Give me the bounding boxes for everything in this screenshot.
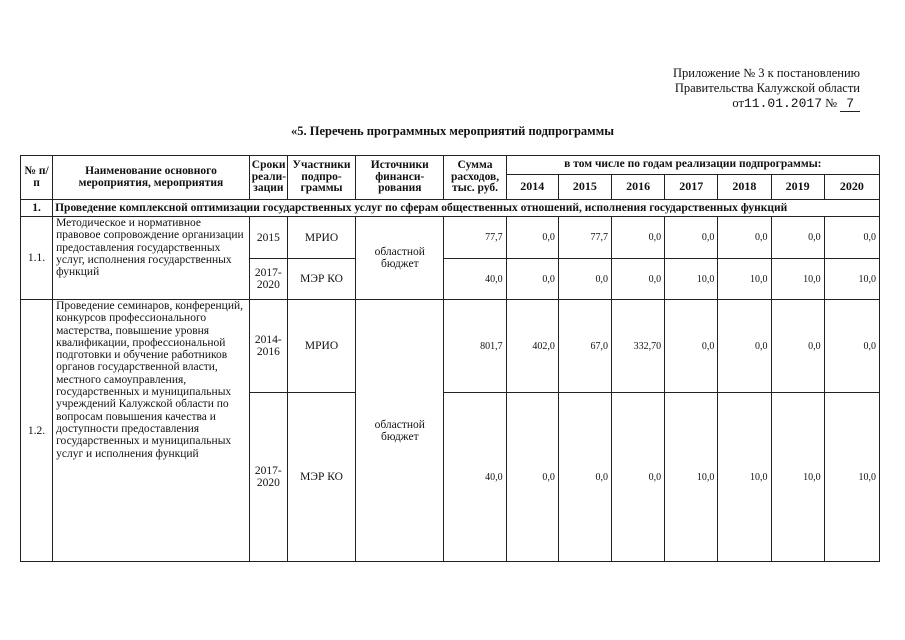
table-row [21,217,880,259]
header-year: 2016 [611,175,664,200]
decree-date: 11.01.2017 [743,96,822,111]
header-year: 2018 [718,175,771,200]
sum-cell: 77,7 [444,217,506,259]
header-year: 2019 [771,175,824,200]
document-title: «5. Перечень программных мероприятий подпрограммы [291,124,614,138]
sum-cell: 40,0 [444,393,506,562]
term-cell: 2015 [249,217,287,259]
year-cell: 0,0 [718,300,771,393]
header-years-group: в том числе по годам реализации подпрограммы: [506,156,879,175]
year-cell: 332,70 [611,300,664,393]
year-cell: 10,0 [718,393,771,562]
year-cell: 10,0 [771,259,824,300]
section-row [21,200,880,217]
year-cell: 0,0 [718,217,771,259]
year-cell: 0,0 [824,300,879,393]
item-name: Проведение семинаров, конференций, конкурсов профессионального мастерства, повышение уровня квалификации, профессиональной подготовки и обучение работников органов государственной власти, местного самоуправления, государственных и муниципальных учреждений Калужской области по вопросам повышения качества и доступности предоставления государственных и муниципальных услуг и исполнения функций [53,300,250,562]
year-cell: 10,0 [824,393,879,562]
number-prefix: № [825,96,838,110]
table-row [21,300,880,393]
year-cell: 402,0 [506,300,558,393]
year-cell: 77,7 [558,217,611,259]
header-sources: Источники финанси-рования [356,156,444,200]
year-cell: 0,0 [665,300,718,393]
year-cell: 0,0 [824,217,879,259]
appendix-line2: Правительства Калужской области [674,81,860,95]
header-year: 2015 [558,175,611,200]
year-cell: 0,0 [611,217,664,259]
year-cell: 0,0 [771,300,824,393]
item-name: Методическое и нормативное правовое сопровождение организации предоставления государственных услуг, исполнения государственных функций [53,217,250,300]
year-cell: 0,0 [506,393,558,562]
header-year: 2017 [665,175,718,200]
year-cell: 10,0 [718,259,771,300]
year-cell: 10,0 [665,259,718,300]
participant-cell: МЭР КО [287,259,355,300]
participant-cell: МРИО [287,217,355,259]
header-name: Наименование основного мероприятия, мероприятия [53,156,250,200]
term-cell: 2017-2020 [249,393,287,562]
appendix-date-line [650,96,860,111]
source-cell: областной бюджет [356,300,444,562]
item-num: 1.1. [21,217,53,300]
header-num: № п/п [21,156,53,200]
year-cell: 0,0 [771,217,824,259]
section-num: 1. [21,200,53,217]
participant-cell: МЭР КО [287,393,355,562]
term-cell: 2014-2016 [249,300,287,393]
year-cell: 10,0 [771,393,824,562]
header-participants: Участники подпро-граммы [287,156,355,200]
year-cell: 0,0 [506,259,558,300]
year-cell: 0,0 [558,393,611,562]
item-num: 1.2. [21,300,53,562]
year-cell: 0,0 [506,217,558,259]
year-cell: 0,0 [611,393,664,562]
measures-table [20,155,880,562]
section-title: Проведение комплексной оптимизации государственных услуг по сферам общественных отношений, исполнения государственных функций [53,200,880,217]
from-prefix: от [732,96,744,110]
year-cell: 67,0 [558,300,611,393]
year-cell: 10,0 [665,393,718,562]
sum-cell: 40,0 [444,259,506,300]
header-sum: Сумма расходов, тыс. руб. [444,156,506,200]
term-cell: 2017-2020 [249,259,287,300]
appendix-block [650,66,860,111]
header-year: 2014 [506,175,558,200]
year-cell: 0,0 [558,259,611,300]
year-cell: 0,0 [611,259,664,300]
year-cell: 10,0 [824,259,879,300]
decree-number: 7 [840,96,860,112]
year-cell: 0,0 [665,217,718,259]
participant-cell: МРИО [287,300,355,393]
header-terms: Сроки реали-зации [249,156,287,200]
header-year: 2020 [824,175,879,200]
appendix-line1: Приложение № 3 к постановлению [673,66,860,80]
sum-cell: 801,7 [444,300,506,393]
source-cell: областной бюджет [356,217,444,300]
